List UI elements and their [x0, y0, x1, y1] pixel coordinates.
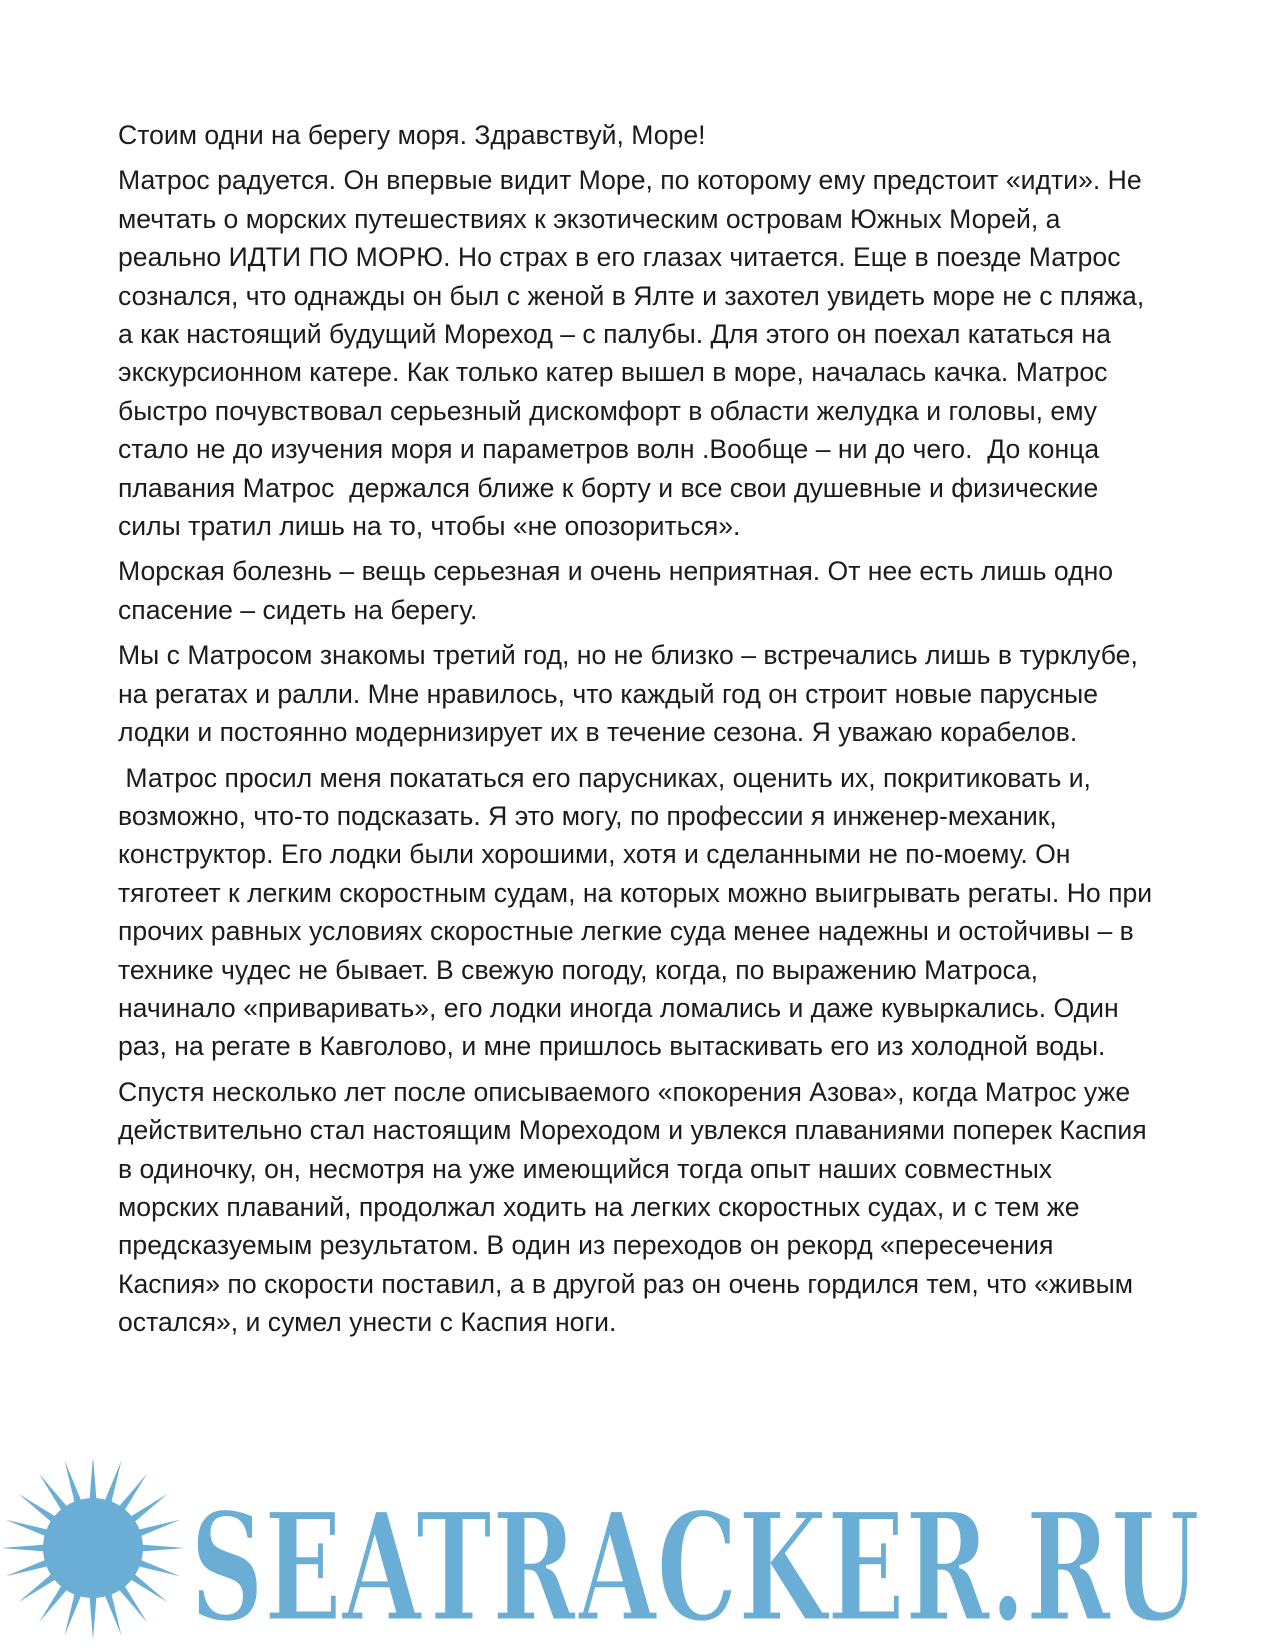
sun-icon	[1, 1460, 185, 1640]
paragraph-2: Матрос радуется. Он впервые видит Море, по которому ему предстоит «идти». Не мечтать о морских путешествиях к экзотическим островам Южных Морей, а реально ИДТИ ПО МОРЮ. Но страх в его глазах читается. Еще в поезде Матрос сознался, что однажды он был с женой в Ялте и захотел увидеть море не с пляжа, а как настоящий будущий Мореход – с палубы. Для этого он поехал кататься на экскурсионном катере. Как только катер вышел в море, началась качка. Матрос быстро почувствовал серьезный дискомфорт в области желудка и головы, ему стало не до изучения моря и параметров волн .Вообще – ни до чего. До конца плавания Матрос держался ближе к борту и все свои душевные и физические силы тратил лишь на то, чтобы «не опозориться».	[118, 165, 1152, 542]
sun-ray	[89, 1592, 97, 1640]
paragraph-3: Морская болезнь – вещь серьезная и очень неприятная. От нее есть лишь одно спасение – сидеть на берегу.	[118, 556, 1121, 625]
sun-ray	[89, 1460, 97, 1504]
document-body	[118, 116, 1158, 1349]
paragraph-6: Спустя несколько лет после описываемого «покорения Азова», когда Матрос уже действительно стал настоящим Мореходом и увлекся плаваниями поперек Каспия в одиночку, он, несмотря на уже имеющийся тогда опыт наших совместных морских плаваний, продолжал ходить на легких скоростных судах, и с тем же предсказуемым результатом. В один из переходов он рекорд «пересечения Каспия» по скорости поставил, а в другой раз он очень гордился тем, что «живым остался», и сумел унести с Каспия ноги.	[118, 1076, 1154, 1338]
logo-text: SEATRACKER.RU	[190, 1480, 1200, 1649]
paragraph-1: Стоим одни на берегу моря. Здравствуй, Море!	[118, 120, 706, 150]
paragraph-5: Матрос просил меня покататься его парусниках, оценить их, покритиковать и, возможно, что-то подсказать. Я это могу, по профессии я инженер-механик, конструктор. Его лодки были хорошими, хотя и сделанными не по-моему. Он тяготеет к легким скоростным судам, на которых можно выигрывать регаты. Но при прочих равных условиях скоростные легкие суда менее надежны и остойчивы – в технике чудес не бывает. В свежую погоду, когда, по выражению Матроса, начинало «приваривать», его лодки иногда ломались и даже кувыркались. Один раз, на регате в Кавголово, и мне пришлось вытаскивать его из холодной воды.	[118, 762, 1160, 1062]
sun-ray	[137, 1544, 185, 1552]
watermark-logo	[0, 1460, 1274, 1649]
paragraph-4: Мы с Матросом знакомы третий год, но не близко – встречались лишь в турклубе, на регатах и ралли. Мне нравилось, что каждый год он строит новые парусные лодки и постоянно модернизирует их в течение сезона. Я уважаю корабелов.	[118, 640, 1146, 748]
sun-ray	[1, 1544, 49, 1552]
